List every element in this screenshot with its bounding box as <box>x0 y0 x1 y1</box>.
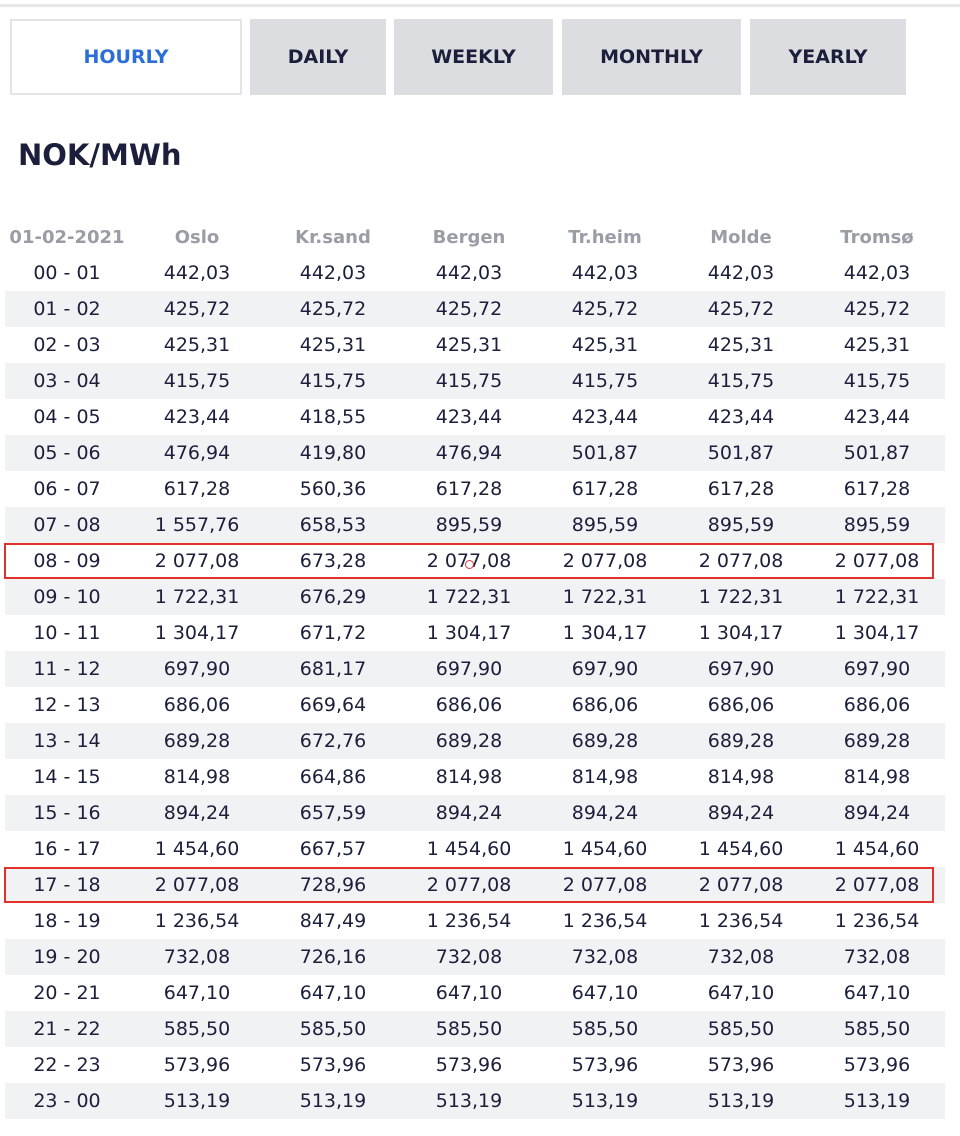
price-cell: 442,03 <box>707 262 775 284</box>
table-row <box>5 1047 945 1083</box>
price-cell: 681,17 <box>299 658 367 680</box>
table-row <box>5 795 945 831</box>
price-cell: 415,75 <box>707 370 775 392</box>
column-header-area: Tromsø <box>840 226 914 248</box>
price-cell: 442,03 <box>571 262 639 284</box>
table-row <box>5 471 945 507</box>
price-cell: 1 236,54 <box>698 910 784 932</box>
table-header-row <box>5 219 945 255</box>
price-cell: 1 722,31 <box>154 586 240 608</box>
price-cell: 895,59 <box>843 514 911 536</box>
hour-range-cell: 05 - 06 <box>33 442 101 464</box>
price-cell: 1 304,17 <box>154 622 240 644</box>
price-cell: 647,10 <box>571 982 639 1004</box>
price-cell: 686,06 <box>843 694 911 716</box>
price-cell: 847,49 <box>299 910 367 932</box>
price-cell: 513,19 <box>299 1090 367 1112</box>
price-cell: 814,98 <box>707 766 775 788</box>
price-cell: 686,06 <box>707 694 775 716</box>
price-cell: 2 077,08 <box>698 550 784 572</box>
price-cell: 895,59 <box>707 514 775 536</box>
price-cell: 1 304,17 <box>698 622 784 644</box>
price-cell: 1 454,60 <box>426 838 512 860</box>
table-row <box>5 939 945 975</box>
column-header-area: Kr.sand <box>295 226 371 248</box>
price-cell: 895,59 <box>435 514 503 536</box>
price-cell: 425,31 <box>571 334 639 356</box>
hour-range-cell: 02 - 03 <box>33 334 101 356</box>
price-cell: 686,06 <box>435 694 503 716</box>
price-cell: 513,19 <box>571 1090 639 1112</box>
price-cell: 513,19 <box>163 1090 231 1112</box>
column-header-area: Tr.heim <box>568 226 642 248</box>
hour-range-cell: 19 - 20 <box>33 946 101 968</box>
price-cell: 2 077,08 <box>426 550 512 572</box>
price-cell: 573,96 <box>843 1054 911 1076</box>
price-cell: 501,87 <box>571 442 639 464</box>
price-cell: 423,44 <box>163 406 231 428</box>
price-cell: 513,19 <box>435 1090 503 1112</box>
hour-range-cell: 08 - 09 <box>33 550 101 572</box>
price-cell: 667,57 <box>299 838 367 860</box>
price-cell: 560,36 <box>299 478 367 500</box>
price-cell: 573,96 <box>571 1054 639 1076</box>
price-cell: 423,44 <box>707 406 775 428</box>
price-cell: 671,72 <box>299 622 367 644</box>
price-cell: 425,31 <box>843 334 911 356</box>
table-row <box>5 291 945 327</box>
price-cell: 585,50 <box>299 1018 367 1040</box>
price-cell: 647,10 <box>435 982 503 1004</box>
hour-range-cell: 13 - 14 <box>33 730 101 752</box>
price-cell: 658,53 <box>299 514 367 536</box>
price-cell: 442,03 <box>299 262 367 284</box>
price-cell: 894,24 <box>163 802 231 824</box>
hour-range-cell: 09 - 10 <box>33 586 101 608</box>
price-cell: 673,28 <box>299 550 367 572</box>
price-cell: 2 077,08 <box>562 550 648 572</box>
price-cell: 425,72 <box>707 298 775 320</box>
table-row <box>5 1083 945 1119</box>
table-row <box>5 399 945 435</box>
price-cell: 2 077,08 <box>834 874 920 896</box>
hour-range-cell: 10 - 11 <box>33 622 101 644</box>
table-row <box>5 435 945 471</box>
hour-range-cell: 14 - 15 <box>33 766 101 788</box>
price-cell: 1 557,76 <box>154 514 240 536</box>
price-cell: 425,31 <box>299 334 367 356</box>
hour-range-cell: 07 - 08 <box>33 514 101 536</box>
price-cell: 1 722,31 <box>426 586 512 608</box>
price-cell: 697,90 <box>163 658 231 680</box>
hour-range-cell: 04 - 05 <box>33 406 101 428</box>
tab-weekly[interactable]: WEEKLY <box>394 19 553 95</box>
price-cell: 647,10 <box>707 982 775 1004</box>
price-cell: 697,90 <box>435 658 503 680</box>
hour-range-cell: 21 - 22 <box>33 1018 101 1040</box>
price-cell: 423,44 <box>843 406 911 428</box>
price-cell: 476,94 <box>435 442 503 464</box>
price-cell: 672,76 <box>299 730 367 752</box>
hour-range-cell: 00 - 01 <box>33 262 101 284</box>
price-cell: 513,19 <box>843 1090 911 1112</box>
price-cell: 1 236,54 <box>562 910 648 932</box>
price-cell: 415,75 <box>435 370 503 392</box>
table-row <box>5 615 945 651</box>
price-cell: 1 722,31 <box>834 586 920 608</box>
hour-range-cell: 22 - 23 <box>33 1054 101 1076</box>
price-cell: 1 236,54 <box>426 910 512 932</box>
price-cell: 732,08 <box>843 946 911 968</box>
price-cell: 573,96 <box>163 1054 231 1076</box>
price-cell: 1 236,54 <box>834 910 920 932</box>
price-cell: 726,16 <box>299 946 367 968</box>
price-cell: 573,96 <box>435 1054 503 1076</box>
price-cell: 585,50 <box>571 1018 639 1040</box>
price-cell: 689,28 <box>843 730 911 752</box>
tab-yearly[interactable]: YEARLY <box>750 19 906 95</box>
price-cell: 689,28 <box>707 730 775 752</box>
column-header-area: Oslo <box>174 226 220 248</box>
hour-range-cell: 01 - 02 <box>33 298 101 320</box>
table-row <box>5 363 945 399</box>
table-row <box>5 903 945 939</box>
table-row <box>5 651 945 687</box>
price-cell: 1 454,60 <box>834 838 920 860</box>
table-row <box>5 1011 945 1047</box>
price-cell: 415,75 <box>163 370 231 392</box>
price-cell: 697,90 <box>707 658 775 680</box>
price-cell: 585,50 <box>163 1018 231 1040</box>
price-cell: 895,59 <box>571 514 639 536</box>
price-cell: 1 304,17 <box>426 622 512 644</box>
table-row <box>5 579 945 615</box>
price-cell: 425,31 <box>707 334 775 356</box>
price-cell: 425,72 <box>163 298 231 320</box>
tab-daily[interactable]: DAILY <box>250 19 386 95</box>
table-row <box>5 327 945 363</box>
price-cell: 664,86 <box>299 766 367 788</box>
price-cell: 442,03 <box>843 262 911 284</box>
price-cell: 617,28 <box>571 478 639 500</box>
price-cell: 1 236,54 <box>154 910 240 932</box>
price-cell: 732,08 <box>435 946 503 968</box>
table-row <box>5 687 945 723</box>
price-cell: 814,98 <box>163 766 231 788</box>
price-cell: 894,24 <box>843 802 911 824</box>
price-cell: 2 077,08 <box>834 550 920 572</box>
price-cell: 1 304,17 <box>562 622 648 644</box>
table-row <box>5 507 945 543</box>
table-row <box>5 831 945 867</box>
price-cell: 2 077,08 <box>154 550 240 572</box>
price-cell: 814,98 <box>571 766 639 788</box>
price-cell: 689,28 <box>435 730 503 752</box>
price-cell: 415,75 <box>571 370 639 392</box>
price-cell: 647,10 <box>163 982 231 1004</box>
price-cell: 689,28 <box>163 730 231 752</box>
price-cell: 425,72 <box>299 298 367 320</box>
price-cell: 1 304,17 <box>834 622 920 644</box>
price-cell: 2 077,08 <box>698 874 784 896</box>
price-cell: 2 077,08 <box>562 874 648 896</box>
hour-range-cell: 15 - 16 <box>33 802 101 824</box>
table-row <box>5 255 945 291</box>
hour-range-cell: 06 - 07 <box>33 478 101 500</box>
price-cell: 1 454,60 <box>562 838 648 860</box>
price-cell: 419,80 <box>299 442 367 464</box>
price-cell: 573,96 <box>299 1054 367 1076</box>
price-cell: 617,28 <box>435 478 503 500</box>
price-cell: 617,28 <box>843 478 911 500</box>
price-cell: 513,19 <box>707 1090 775 1112</box>
price-cell: 814,98 <box>843 766 911 788</box>
price-cell: 728,96 <box>299 874 367 896</box>
table-row <box>5 975 945 1011</box>
column-header-area: Molde <box>710 226 772 248</box>
hour-range-cell: 16 - 17 <box>33 838 101 860</box>
table-body <box>5 255 945 1119</box>
price-cell: 686,06 <box>571 694 639 716</box>
price-cell: 697,90 <box>571 658 639 680</box>
price-cell: 669,64 <box>299 694 367 716</box>
price-cell: 732,08 <box>571 946 639 968</box>
column-header-date: 01-02-2021 <box>9 226 125 248</box>
price-cell: 657,59 <box>299 802 367 824</box>
price-cell: 617,28 <box>163 478 231 500</box>
price-cell: 689,28 <box>571 730 639 752</box>
price-cell: 585,50 <box>435 1018 503 1040</box>
price-cell: 501,87 <box>843 442 911 464</box>
hour-range-cell: 12 - 13 <box>33 694 101 716</box>
price-cell: 1 454,60 <box>698 838 784 860</box>
price-cell: 1 722,31 <box>562 586 648 608</box>
price-cell: 617,28 <box>707 478 775 500</box>
price-cell: 697,90 <box>843 658 911 680</box>
price-cell: 418,55 <box>299 406 367 428</box>
price-cell: 425,31 <box>163 334 231 356</box>
tab-hourly[interactable]: HOURLY <box>10 19 242 95</box>
price-cell: 501,87 <box>707 442 775 464</box>
price-cell: 425,72 <box>843 298 911 320</box>
hour-range-cell: 17 - 18 <box>33 874 101 896</box>
price-cell: 1 722,31 <box>698 586 784 608</box>
price-table <box>5 219 945 1119</box>
price-cell: 425,72 <box>571 298 639 320</box>
hour-range-cell: 11 - 12 <box>33 658 101 680</box>
price-cell: 585,50 <box>843 1018 911 1040</box>
mouse-cursor-marker <box>465 560 474 569</box>
price-cell: 647,10 <box>299 982 367 1004</box>
table-row <box>5 867 945 903</box>
price-cell: 732,08 <box>163 946 231 968</box>
tab-monthly[interactable]: MONTHLY <box>562 19 741 95</box>
price-cell: 732,08 <box>707 946 775 968</box>
price-cell: 2 077,08 <box>426 874 512 896</box>
price-cell: 585,50 <box>707 1018 775 1040</box>
hour-range-cell: 20 - 21 <box>33 982 101 1004</box>
price-cell: 423,44 <box>571 406 639 428</box>
price-cell: 686,06 <box>163 694 231 716</box>
price-cell: 647,10 <box>843 982 911 1004</box>
column-header-area: Bergen <box>432 226 506 248</box>
page-title: NOK/MWh <box>18 138 182 172</box>
price-cell: 676,29 <box>299 586 367 608</box>
top-divider <box>0 4 960 7</box>
price-cell: 415,75 <box>843 370 911 392</box>
price-cell: 2 077,08 <box>154 874 240 896</box>
price-cell: 425,31 <box>435 334 503 356</box>
price-cell: 814,98 <box>435 766 503 788</box>
price-cell: 894,24 <box>571 802 639 824</box>
price-cell: 442,03 <box>435 262 503 284</box>
table-row <box>5 759 945 795</box>
table-row <box>5 723 945 759</box>
price-cell: 425,72 <box>435 298 503 320</box>
price-cell: 423,44 <box>435 406 503 428</box>
price-cell: 476,94 <box>163 442 231 464</box>
price-cell: 573,96 <box>707 1054 775 1076</box>
price-cell: 442,03 <box>163 262 231 284</box>
hour-range-cell: 23 - 00 <box>33 1090 101 1112</box>
price-cell: 1 454,60 <box>154 838 240 860</box>
table-row <box>5 543 945 579</box>
hour-range-cell: 03 - 04 <box>33 370 101 392</box>
price-cell: 894,24 <box>707 802 775 824</box>
price-cell: 894,24 <box>435 802 503 824</box>
hour-range-cell: 18 - 19 <box>33 910 101 932</box>
price-cell: 415,75 <box>299 370 367 392</box>
